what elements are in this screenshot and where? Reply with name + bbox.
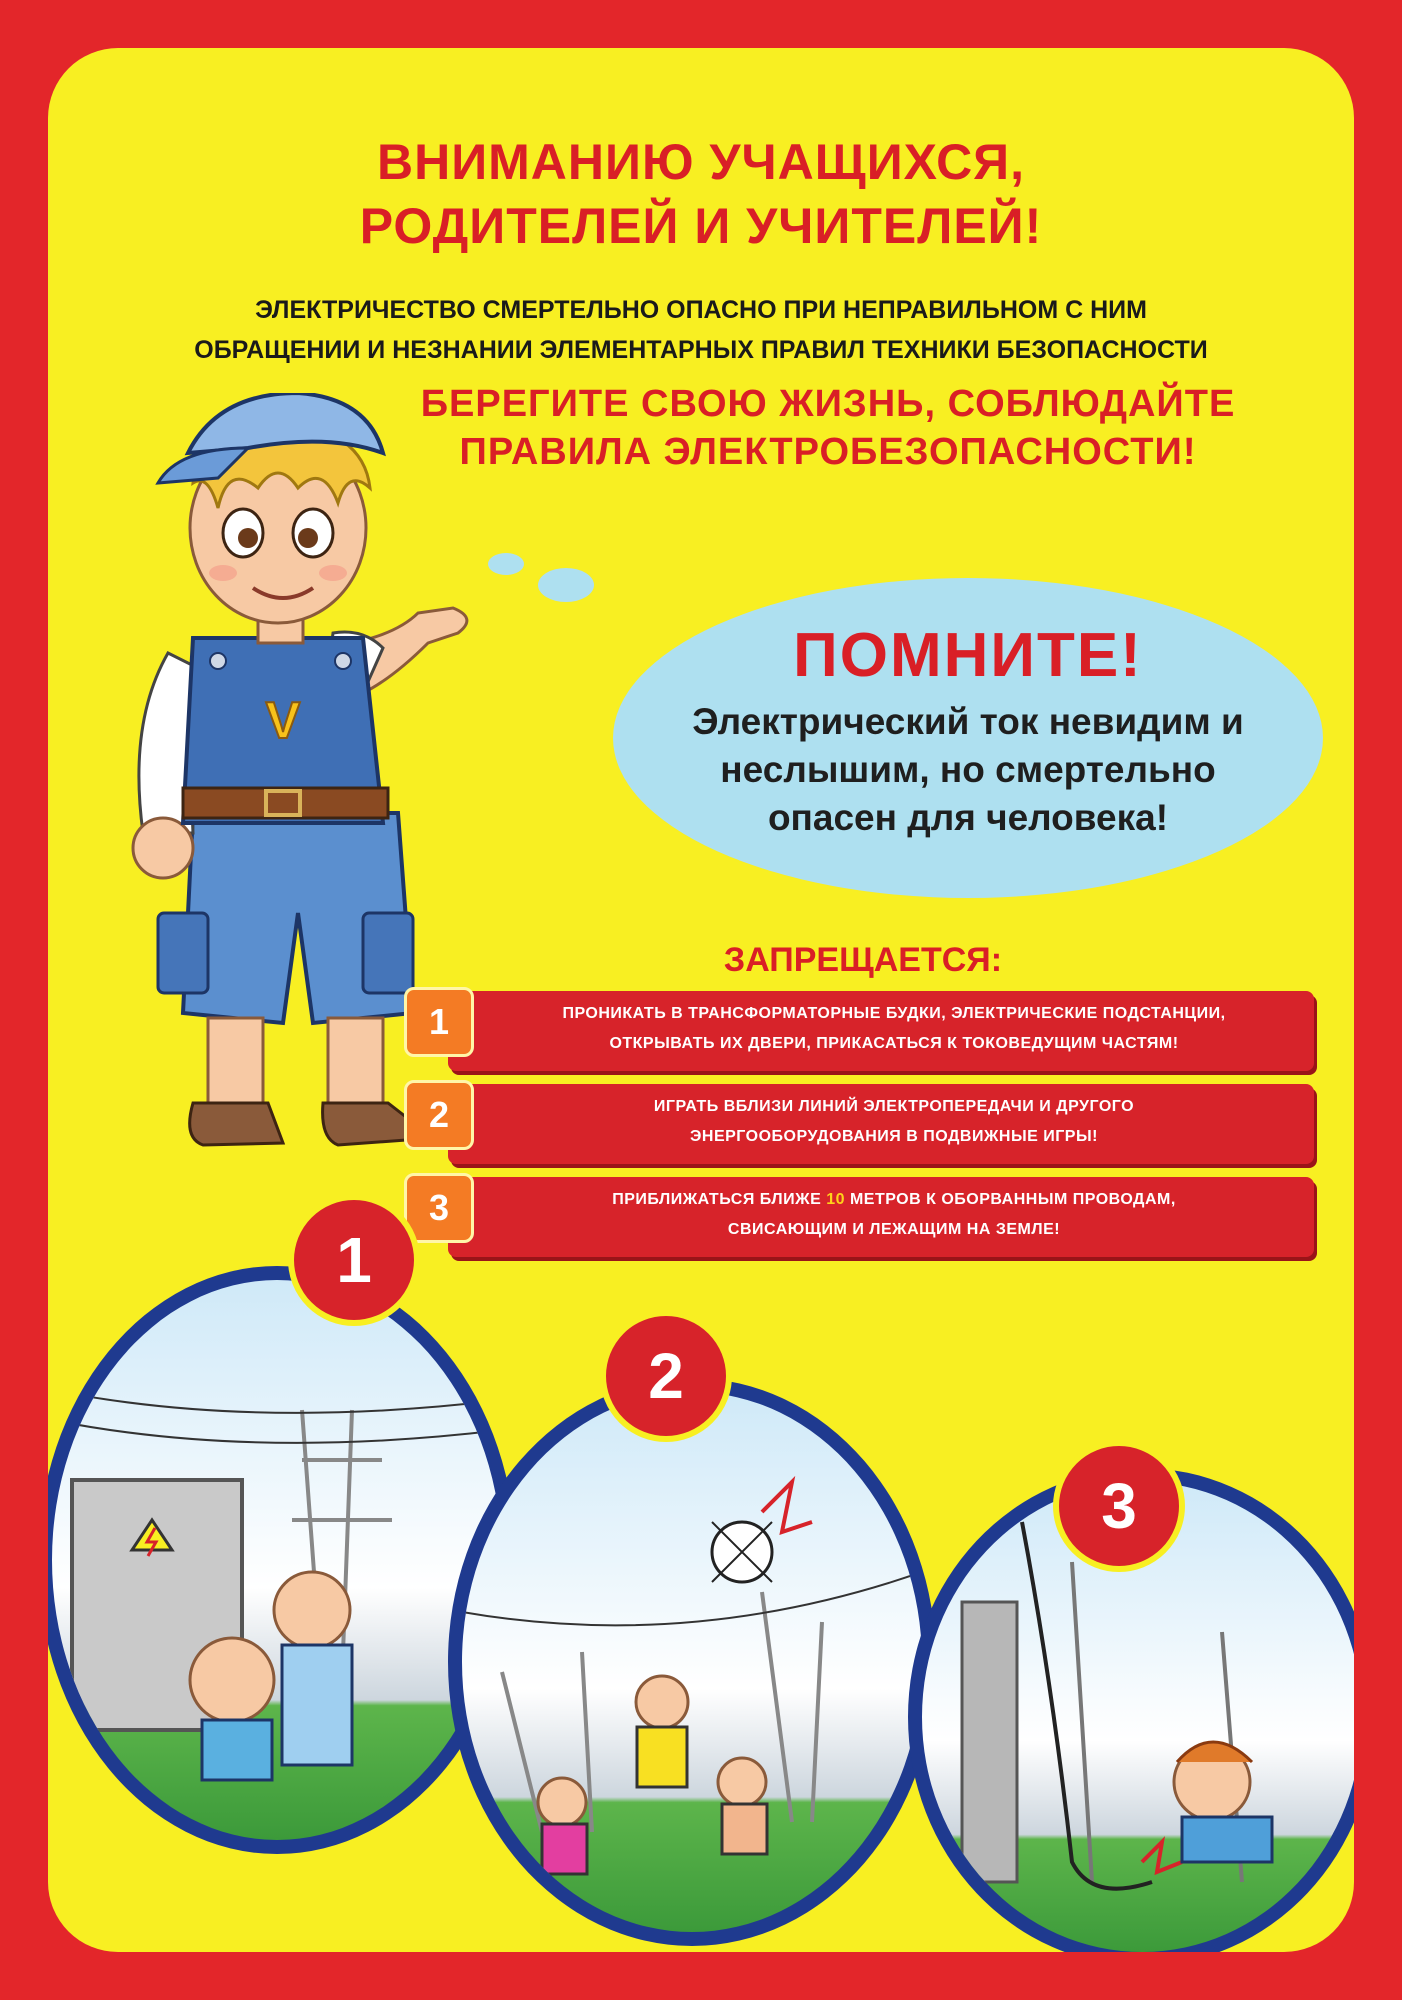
rule-2-number: 2	[404, 1080, 474, 1150]
slogan-line-2: ПРАВИЛА ЭЛЕКТРОБЕЗОПАСНОСТИ!	[459, 431, 1197, 473]
rule-2-line-2: ЭНЕРГООБОРУДОВАНИЯ В ПОДВИЖНЫЕ ИГРЫ!	[690, 1128, 1098, 1145]
remember-line-1: Электрический ток невидим и	[692, 701, 1244, 742]
scene-1-badge: 1	[288, 1194, 420, 1326]
rule-2-text	[488, 1092, 1300, 1152]
title-line-1: ВНИМАНИЮ УЧАЩИХСЯ,	[376, 134, 1026, 190]
rule-1-text	[488, 999, 1300, 1059]
warning-line-1: ЭЛЕКТРИЧЕСТВО СМЕРТЕЛЬНО ОПАСНО ПРИ НЕПРАВИЛЬНОМ С НИМ	[255, 296, 1147, 324]
rule-3-text	[488, 1185, 1300, 1245]
forbidden-title: ЗАПРЕЩАЕТСЯ:	[723, 941, 1003, 979]
scene-1-illustration	[52, 1280, 502, 1840]
rule-2	[428, 1084, 1314, 1164]
overalls-v-logo: V	[265, 692, 301, 750]
rule-3-line-1	[488, 1185, 1300, 1215]
rule-1-line-2: ОТКРЫВАТЬ ИХ ДВЕРИ, ПРИКАСАТЬСЯ К ТОКОВЕДУЩИМ ЧАСТЯМ!	[609, 1035, 1179, 1052]
poster	[48, 48, 1354, 1952]
warning-text	[48, 290, 1354, 370]
main-title	[48, 130, 1354, 258]
thought-dot-large	[538, 568, 594, 602]
electrician-boy-mascot	[98, 393, 478, 1183]
rule-1-line-1: ПРОНИКАТЬ В ТРАНСФОРМАТОРНЫЕ БУДКИ, ЭЛЕКТРИЧЕСКИЕ ПОДСТАНЦИИ,	[562, 1005, 1226, 1022]
scene-3-badge: 3	[1053, 1440, 1185, 1572]
warning-line-2: ОБРАЩЕНИИ И НЕЗНАНИИ ЭЛЕМЕНТАРНЫХ ПРАВИЛ ТЕХНИКИ БЕЗОПАСНОСТИ	[194, 336, 1208, 364]
spark-icon	[1142, 1842, 1182, 1872]
rule-1	[428, 991, 1314, 1071]
title-line-2: РОДИТЕЛЕЙ И УЧИТЕЛЕЙ!	[359, 198, 1043, 254]
scene-2-playing-near-lines	[448, 1378, 936, 1946]
scene-2-badge: 2	[600, 1310, 732, 1442]
rule-1-number: 1	[404, 987, 474, 1057]
thought-dot-small	[488, 553, 524, 575]
rule-2-line-1: ИГРАТЬ ВБЛИЗИ ЛИНИЙ ЭЛЕКТРОПЕРЕДАЧИ И ДРУГОГО	[653, 1098, 1135, 1115]
rule-3-number: 3	[404, 1173, 474, 1243]
rule-3-text-post: МЕТРОВ К ОБОРВАННЫМ ПРОВОДАМ,	[845, 1191, 1176, 1208]
remember-title: ПОМНИТЕ!	[793, 621, 1143, 690]
remember-line-2: неслышим, но смертельно	[720, 749, 1216, 790]
rule-3-line-2: СВИСАЮЩИМ И ЛЕЖАЩИМ НА ЗЕМЛЕ!	[727, 1221, 1061, 1238]
rule-3-text-pre: ПРИБЛИЖАТЬСЯ БЛИЖЕ	[612, 1191, 827, 1208]
remember-line-3: опасен для человека!	[767, 797, 1169, 838]
remember-text	[648, 698, 1288, 842]
scene-2-illustration	[462, 1392, 922, 1932]
scene-1-transformer	[48, 1266, 516, 1854]
slogan	[328, 380, 1328, 476]
rule-3	[428, 1177, 1314, 1257]
slogan-line-1: БЕРЕГИТЕ СВОЮ ЖИЗНЬ, СОБЛЮДАЙТЕ	[420, 383, 1236, 425]
rule-3-distance-highlight: 10	[826, 1191, 845, 1208]
